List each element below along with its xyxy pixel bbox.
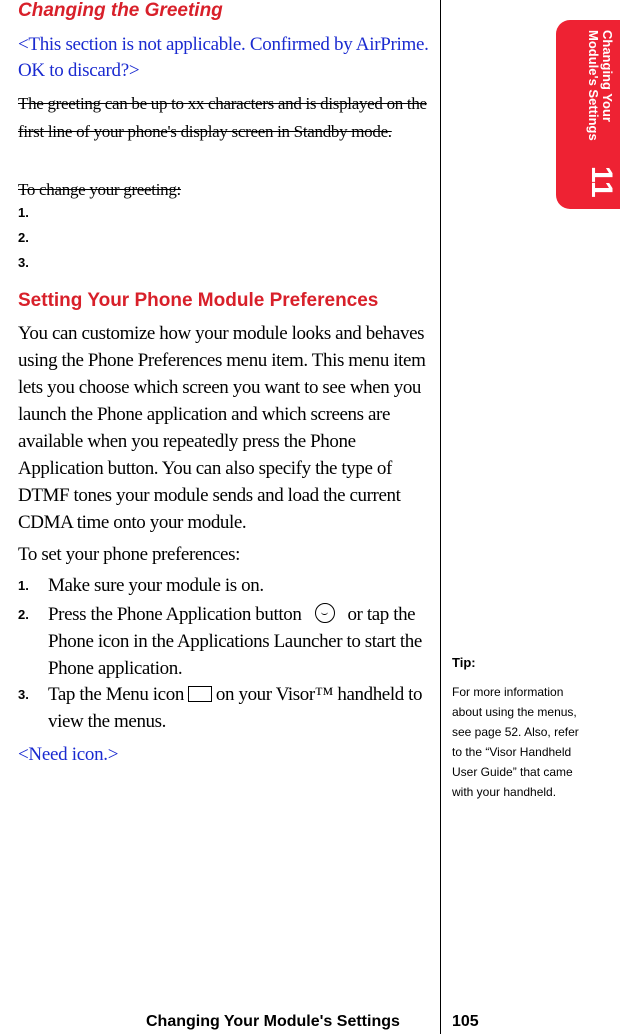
greeting-step-num: 2. — [18, 230, 29, 245]
editor-note: <This section is not applicable. Confirmed by AirPrime. OK to discard?> — [18, 34, 429, 81]
pref-step-2-a: Press the Phone Application button — [48, 604, 302, 625]
chapter-tab-title-2: Module's Settings — [586, 30, 601, 141]
chapter-tab — [556, 20, 620, 209]
pref-step-num: 1. — [18, 578, 29, 593]
page-number: 105 — [452, 1013, 479, 1030]
phone-application-button-icon — [315, 603, 335, 623]
section-heading-greeting: Changing the Greeting — [18, 0, 223, 21]
footer-title: Changing Your Module's Settings — [146, 1013, 400, 1030]
pref-step-num: 3. — [18, 687, 29, 702]
pref-step-3 — [48, 681, 433, 735]
greeting-step-num: 3. — [18, 255, 29, 270]
greeting-intro: To change your greeting: — [18, 180, 181, 199]
pref-step-2 — [48, 601, 433, 682]
tip-heading: Tip: — [452, 655, 476, 670]
chapter-tab-title-1: Changing Your — [600, 30, 615, 122]
preferences-paragraph: You can customize how your module looks and behaves using the Phone Preferences menu item. This menu item lets you choose which screen you want to see when you launch the Phone application and which screens are available when you repeatedly press the Phone Application button. You can also specify the type of DTMF tones your module sends and load the current CDMA time onto your module. — [18, 323, 426, 533]
section-heading-preferences: Setting Your Phone Module Preferences — [18, 290, 379, 311]
tip-box — [452, 655, 582, 802]
need-icon-note: <Need icon.> — [18, 744, 119, 765]
pref-step-2-b: or tap the Phone icon in the Applications Launcher to start the Phone application. — [48, 604, 422, 679]
tip-text: For more information about using the menus, see page 52. Also, refer to the “Visor Handheld User Guide” that came with your handheld. — [452, 685, 579, 799]
greeting-paragraph: The greeting can be up to xx characters and is displayed on the first line of your phone's display screen in Standby mode. — [18, 94, 427, 141]
preferences-intro: To set your phone preferences: — [18, 544, 240, 565]
pref-step-num: 2. — [18, 607, 29, 622]
pref-step-3-a: Tap the Menu icon — [48, 684, 184, 705]
menu-icon — [188, 686, 212, 702]
chapter-number: 11 — [585, 166, 618, 198]
margin-divider — [440, 0, 441, 1034]
greeting-step-num: 1. — [18, 205, 29, 220]
pref-step-1: Make sure your module is on. — [48, 575, 264, 596]
pref-step-3-b: on your Visor™ handheld to view the menus. — [48, 684, 423, 732]
